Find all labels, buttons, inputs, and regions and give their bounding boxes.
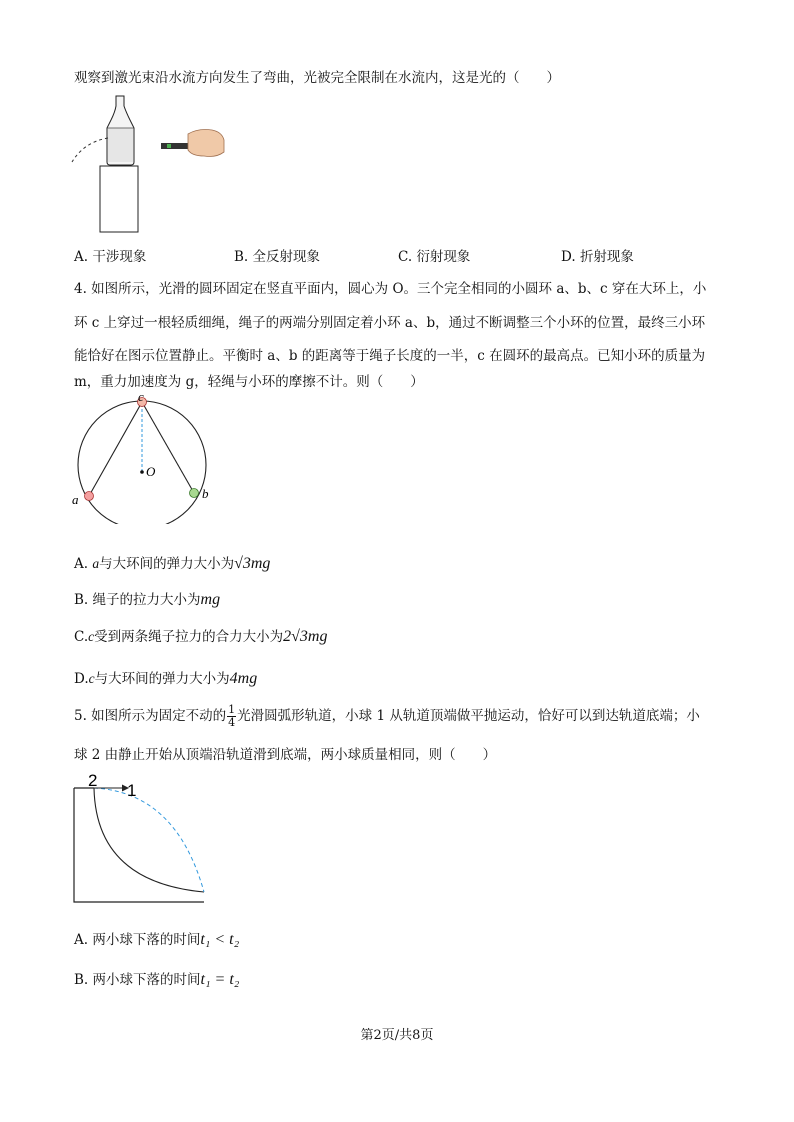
fraction-one-quarter: $\frac{1}{4}$ <box>228 703 236 729</box>
small-ring-a <box>85 492 94 501</box>
label-a: a <box>72 492 79 507</box>
label-b: b <box>202 486 209 501</box>
q5-option-b[interactable]: B. 两小球下落的时间t₁ = t₂ <box>74 971 240 988</box>
small-ring-b <box>190 489 199 498</box>
q5-option-a[interactable]: A. 两小球下落的时间t₁ < t₂ <box>74 931 240 948</box>
q4-figure <box>66 394 226 524</box>
q4-stem-line1: 4. 如图所示，光滑的圆环固定在竖直平面内，圆心为 O。三个完全相同的小圆环 a、b、c 穿在大环上，小 <box>74 281 707 297</box>
projectile-path <box>94 788 204 892</box>
stand-block <box>100 166 138 232</box>
water-stream <box>72 138 108 162</box>
rope-right <box>142 402 194 493</box>
q4-option-c[interactable]: C.c受到两条绳子拉力的合力大小为2√3mg <box>74 628 328 645</box>
q4-stem-line3: 能恰好在图示位置静止。平衡时 a、b 的距离等于绳子长度的一半，c 在圆环的最高点。已知小环的质量为 <box>74 348 706 364</box>
q3-option-d[interactable]: D. 折射现象 <box>561 249 634 265</box>
page-footer: 第2页/共8页 <box>360 1028 434 1043</box>
label-ball-1: 1 <box>127 781 137 800</box>
q3-stem-tail: 观察到激光束沿水流方向发生了弯曲，光被完全限制在水流内，这是光的（ ） <box>74 70 560 86</box>
arc-track <box>94 788 204 892</box>
q5-stem-line2: 球 2 由静止开始从顶端沿轨道滑到底端，两小球质量相同，则（ ） <box>74 747 497 763</box>
q4-option-b[interactable]: B. 绳子的拉力大小为mg <box>74 591 221 608</box>
q3-option-c[interactable]: C. 衍射现象 <box>398 249 471 265</box>
label-o: O <box>146 464 156 479</box>
q3-figure <box>66 92 236 237</box>
q3-option-a[interactable]: A. 干涉现象 <box>74 249 147 265</box>
rope-left <box>89 402 142 496</box>
q5-stem-line1: 5. 如图所示为固定不动的 $\frac{1}{4}$ 光滑圆弧形轨道，小球 1 从轨道顶端做平抛运动，恰好可以到达轨道底端；小 <box>74 703 700 729</box>
hand <box>188 130 224 157</box>
q4-stem-line4: m，重力加速度为 g，轻绳与小环的摩擦不计。则（ ） <box>74 374 424 390</box>
center-point-o <box>140 470 144 474</box>
q3-option-b[interactable]: B. 全反射现象 <box>234 249 321 265</box>
q4-stem-line2: 环 c 上穿过一根轻质细绳，绳子的两端分别固定着小环 a、b，通过不断调整三个小环的位置，最终三小环 <box>74 315 706 331</box>
label-c: c <box>138 394 144 404</box>
q4-option-a[interactable]: A. a与大环间的弹力大小为√3mg <box>74 555 271 572</box>
q4-option-d[interactable]: D.c与大环间的弹力大小为4mg <box>74 670 258 687</box>
q5-figure <box>66 770 216 910</box>
label-ball-2: 2 <box>88 771 98 790</box>
